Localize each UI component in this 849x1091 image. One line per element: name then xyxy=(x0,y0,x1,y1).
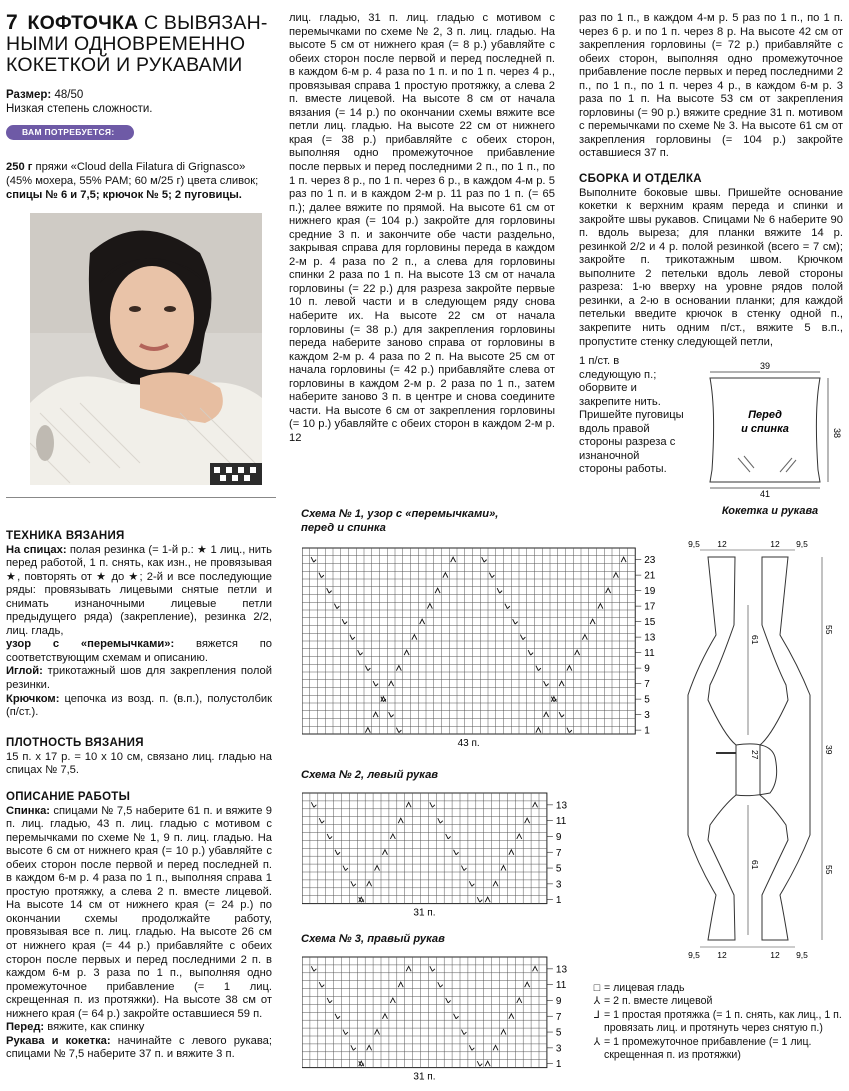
description-heading: ОПИСАНИЕ РАБОТЫ xyxy=(6,791,131,803)
schema-2-grid xyxy=(302,791,582,921)
front-dim-side: 38 xyxy=(832,427,842,439)
row-label: 1 xyxy=(555,1059,562,1071)
yoke-dim-right-2-bottom: 9,5 xyxy=(796,950,808,960)
row-label: 1 xyxy=(555,895,562,907)
legend-text-4: = 1 промежуточное прибавление (= 1 лиц. скрещенная п. из протяжки) xyxy=(604,1035,812,1062)
row-label: 3 xyxy=(644,710,650,722)
pattern-label: узор с «перемычками»: xyxy=(6,638,175,651)
pattern-text: вяжется по соответствующим схемам и описанию. xyxy=(6,638,272,664)
yoke-dim-right-1: 12 xyxy=(770,539,780,549)
schema-3-grid xyxy=(302,955,582,1085)
title-rest: С ВЫВЯЗАН-НЫМИ ОДНОВРЕМЕННО КОКЕТКОЙ И РУКАВАМИ xyxy=(6,12,268,76)
legend-symbol-4: ⅄ xyxy=(593,1035,601,1048)
back-text: спицами № 7,5 наберите 61 п. и вяжите 9 п. лиц. гладью, 43 п. лиц. гладью с мотивом с перемычками по схеме № 1, 9 п. лиц. гладью. На высоте 6 см от нижнего края (= 10 р.) убавляйте с обеих сторон после первой и перед последней п. в каждом 6-м р. 4 раза по 1 п., выполняя справа 1 простую протяжку, а слева 2 п. вместе лицевой. На высоте 14 см от нижнего края (= 24 р.) по окончании схемы продолжайте работу, провязывая все п. лиц. гладью. На высоте 26 см от нижнего края (= 44 р.) прибавляйте с обеих сторон после первых и перед последними 2 п. в каждом 6-м р. 3 раза по 1 п., выполняя одно промежуточное прибавление (= 1 лиц. скрещенная п. из протяжки). На высоте 38 см от нижнего края (= 64 р.) закройте оставшиеся 59 п. xyxy=(6,804,272,1020)
density-block xyxy=(6,737,272,778)
row-label: 13 xyxy=(555,964,568,976)
row-label: 11 xyxy=(644,648,655,660)
row-label: 3 xyxy=(555,879,562,891)
materials-needles: спицы № 6 и 7,5; крючок № 5; 2 пуговицы. xyxy=(6,189,242,201)
row-label: 15 xyxy=(644,617,656,629)
materials-badge: ВАМ ПОТРЕБУЕТСЯ: xyxy=(6,125,134,140)
stitch-count: 31 п. xyxy=(413,1071,436,1083)
legend-symbol-1: □ xyxy=(593,982,601,994)
assembly-text-2-block xyxy=(579,355,684,477)
assembly-heading: СБОРКА И ОТДЕЛКА xyxy=(579,173,702,186)
stitch-count: 31 п. xyxy=(413,907,436,919)
yoke-dim-27: 27 xyxy=(750,750,760,760)
size-value: 48/50 xyxy=(54,89,84,101)
yoke-label: Кокетка и рукава xyxy=(721,505,819,517)
row-label: 5 xyxy=(644,694,650,706)
row-label: 3 xyxy=(555,1043,562,1055)
legend-symbol-3: ⅃ xyxy=(594,1008,600,1021)
legend-row-2 xyxy=(590,995,845,1008)
schema-3-title: Схема № 3, правый рукав xyxy=(301,933,445,945)
size-label: Размер: xyxy=(6,89,52,101)
description-block xyxy=(6,791,272,1062)
legend-text-3: = 1 простая протяжка (= 1 п. снять, как лиц., 1 п. провязать лиц. и протянуть через снятую п.) xyxy=(604,1008,842,1035)
schema-1-title-block xyxy=(301,507,561,535)
row-label: 21 xyxy=(644,570,656,582)
row-label: 1 xyxy=(644,725,650,737)
row-label: 11 xyxy=(555,816,567,828)
sleeves-label: Рукава и кокетка: xyxy=(6,1034,111,1047)
yoke-sleeves-diagram xyxy=(680,535,845,965)
row-label: 9 xyxy=(644,663,650,675)
legend-text-2: = 2 п. вместе лицевой xyxy=(604,995,713,1008)
column-2-text xyxy=(289,12,555,446)
hook-label: Крючком: xyxy=(6,692,60,705)
row-label: 7 xyxy=(644,679,650,691)
divider xyxy=(6,497,276,498)
yoke-dim-left-1: 9,5 xyxy=(688,539,700,549)
yoke-dim-right-1-bottom: 12 xyxy=(770,950,780,960)
yoke-dim-left-1-bottom: 9,5 xyxy=(688,950,700,960)
legend-row-3 xyxy=(590,1009,845,1036)
stitch-count: 43 п. xyxy=(457,738,480,749)
front-dim-top: 39 xyxy=(759,361,771,371)
assembly-text-1: Выполните боковые швы. Пришейте основание кокетки к верхним краям переда и спинки и закройте швы рукавов. Спицами № 6 наберите 90 п. вдоль выреза; для планки вяжите 14 р. резинкой 2/2 и 4 р. полой резинкой (всего = 7 см); закройте п. трикотажным швом. Крючком выполните 2 петельки вдоль левой стороны разреза: 1-ю вверху на уровне рядов полой резинки, а 2-ю в основании планки; для каждой петельки введите крючок в стенку одной п., закрепите нить одним п/ст., вяжите 5 в.п., пропустите стенку следующей петли, xyxy=(579,186,843,348)
pattern-number: 7 xyxy=(6,11,18,34)
column-3-text xyxy=(579,12,843,349)
yoke-dim-55-bottom: 55 xyxy=(824,865,834,875)
legend-row-1 xyxy=(590,982,845,995)
density-text: 15 п. х 17 р. = 10 х 10 см, связано лиц. гладью на спицах № 7,5. xyxy=(6,750,272,777)
col2-paragraph: лиц. гладью, 31 п. лиц. гладью с мотивом с перемычками по схеме № 2, 3 п. лиц. гладью. На высоте 5 см от нижнего края (= 8 р.) убавляйте с обеих сторон после первой и перед последней п. в каждом 6-м р. 4 раза по 1 п. и по 1 п. через 4 р., провязывая справа 1 простую протяжку, а слева 2 п. вместе лицевой. На высоте 8 см от начала вязания (= 14 р.) по окончании схемы вяжите все петли лиц. гладью. На высоте 22 см от нижнего края (= 38 р.) прибавляйте с обеих сторон, выполняя одно промежуточное прибавление после первых и перед последними 2 п., по 1 п., по 1 п. через 8 р., по 1 п. через 6 р., в каждом 4-м р. 5 раз по 1 п. и в каждом 2-м р. 11 раз по 1 п. (= 65 п.); далее вяжите по прямой. На высоте 61 см от нижнего края (= 104 р.) закройте для горловины средние 3 п. и закончите обе части раздельно, закрывая справа для горловины переда в каждом 2-м р. 4 раза по 2 п., а слева для горловины спинки 2 раза по 1 п. На высоте 13 см от начала горловины (= 22 р.) для разреза закройте первые 10 п. левой части и в следующем ряду снова наберите их. На высоте 22 см от начала горловины (= 38 р.) для закрепления горловины переда наберите заново справа от горловины в каждом 2-м р. 4 раза по 2 п. На высоте 25 см от начала горловины (= 42 р.) прибавляйте слева от горловины в каждом 2-м р. 2 раза по 1 п., затем наберите заново 3 п. в центре и снова соедините части. На высоте 6 см от закрепления горловины (= 10 р.) убавляйте с обеих сторон в каждом 2-м р. 12 xyxy=(289,12,555,444)
yoke-dim-39: 39 xyxy=(824,745,834,755)
materials-yarn: пряжи «Cloud della Filatura di Grignasco» (45% мохера, 55% РАМ; 60 м/25 г) цвета сливок; xyxy=(6,161,259,187)
assembly-text-2: 1 п/ст. в следующую п.; оборвите и закрепите нить. Пришейте пуговицы вдоль правой стороны разреза с изнаночной стороны работы. xyxy=(579,355,684,476)
technique-heading: ТЕХНИКА ВЯЗАНИЯ xyxy=(6,530,125,542)
row-label: 11 xyxy=(555,980,567,992)
yoke-dim-61-top: 61 xyxy=(750,635,760,645)
schema-2-title: Схема № 2, левый рукав xyxy=(301,769,439,781)
legend-row-4 xyxy=(590,1036,845,1063)
difficulty: Низкая степень сложности. xyxy=(6,103,153,115)
model-photo xyxy=(30,213,262,485)
page-title xyxy=(6,12,291,76)
yoke-dim-55-top: 55 xyxy=(824,625,834,635)
row-label: 9 xyxy=(555,995,562,1007)
front-dim-bottom: 41 xyxy=(759,489,771,499)
row-label: 13 xyxy=(555,800,568,812)
yoke-dim-right-2: 9,5 xyxy=(796,539,808,549)
model-photo-illustration xyxy=(30,213,262,485)
density-heading: ПЛОТНОСТЬ ВЯЗАНИЯ xyxy=(6,737,144,749)
front-label: Перед xyxy=(748,409,782,421)
front-text: вяжите, как спинку xyxy=(47,1021,145,1034)
technique-block xyxy=(6,530,272,720)
front-label-2: и спинка xyxy=(741,423,789,435)
size-block xyxy=(6,88,152,116)
front-label: Перед: xyxy=(6,1021,45,1034)
row-label: 19 xyxy=(644,586,656,598)
yoke-dim-61-bottom: 61 xyxy=(750,860,760,870)
front-back-pattern-diagram xyxy=(700,360,845,500)
needle-text: трикотажный шов для закрепления полой резинки. xyxy=(6,665,273,692)
knit-label: На спицах: xyxy=(6,543,67,556)
needle-label: Иглой: xyxy=(6,665,43,678)
schema-1-grid xyxy=(302,546,672,756)
legend-text-1: = лицевая гладь xyxy=(604,982,685,994)
row-label: 17 xyxy=(644,601,656,613)
row-label: 23 xyxy=(644,555,656,567)
back-label: Спинка: xyxy=(6,804,51,817)
row-label: 9 xyxy=(555,831,562,843)
sleeves-text: начинайте с левого рукава; спицами № 7,5 наберите 37 п. и вяжите 3 п. xyxy=(6,1034,272,1061)
row-label: 7 xyxy=(555,847,562,859)
hook-text: цепочка из возд. п. (в.п.), полустолбик (п/ст.). xyxy=(6,692,273,719)
schema-1-subtitle: перед и спинка xyxy=(301,522,386,534)
materials-amount: 250 г xyxy=(6,161,33,173)
title-bold: КОФТОЧКА xyxy=(27,12,139,34)
yoke-dim-left-2: 12 xyxy=(717,539,727,549)
row-label: 5 xyxy=(555,1027,562,1039)
col3-paragraph: раз по 1 п., в каждом 4-м р. 5 раз по 1 п., по 1 п. через 6 р. и по 1 п. через 8 р. На высоте 42 см от закрепления горловины (= 72 р.) прибавляйте с обеих сторон, выполняя одно промежуточное прибавление после первых и перед последними 2 п., по 1 п., по 1 п. через 4 р., в каждом 6-м р. 3 раза по 1 п. На высоте 53 см от закрепления горловины (= 90 р.) вяжите средние 31 п. мотивом с перемычками по схеме № 3. На высоте 61 см от закрепления горловины (= 104 р.) закройте оставшиеся 37 п. xyxy=(579,12,843,160)
row-label: 5 xyxy=(555,863,562,875)
yoke-dim-left-2-bottom: 12 xyxy=(717,950,727,960)
knit-text: полая резинка (= 1-й р.: ★ 1 лиц., нить перед работой, 1 п. снять, как изн., не провязывая ★, повторять от ★ до ★; 2-й и все последующие ряды: провязывать лицевыми снятые петли и снимать изнаночными лицевые петли предыдущего ряда) (закрепление), резинка 2/2, лиц. гладь, xyxy=(6,543,272,637)
legend-symbol-2: ⅄ xyxy=(593,995,601,1008)
schema-1-title: Схема № 1, узор с «перемычками», xyxy=(301,508,499,520)
legend xyxy=(590,982,845,1062)
row-label: 7 xyxy=(555,1011,562,1023)
materials xyxy=(6,160,270,202)
row-label: 13 xyxy=(644,632,656,644)
